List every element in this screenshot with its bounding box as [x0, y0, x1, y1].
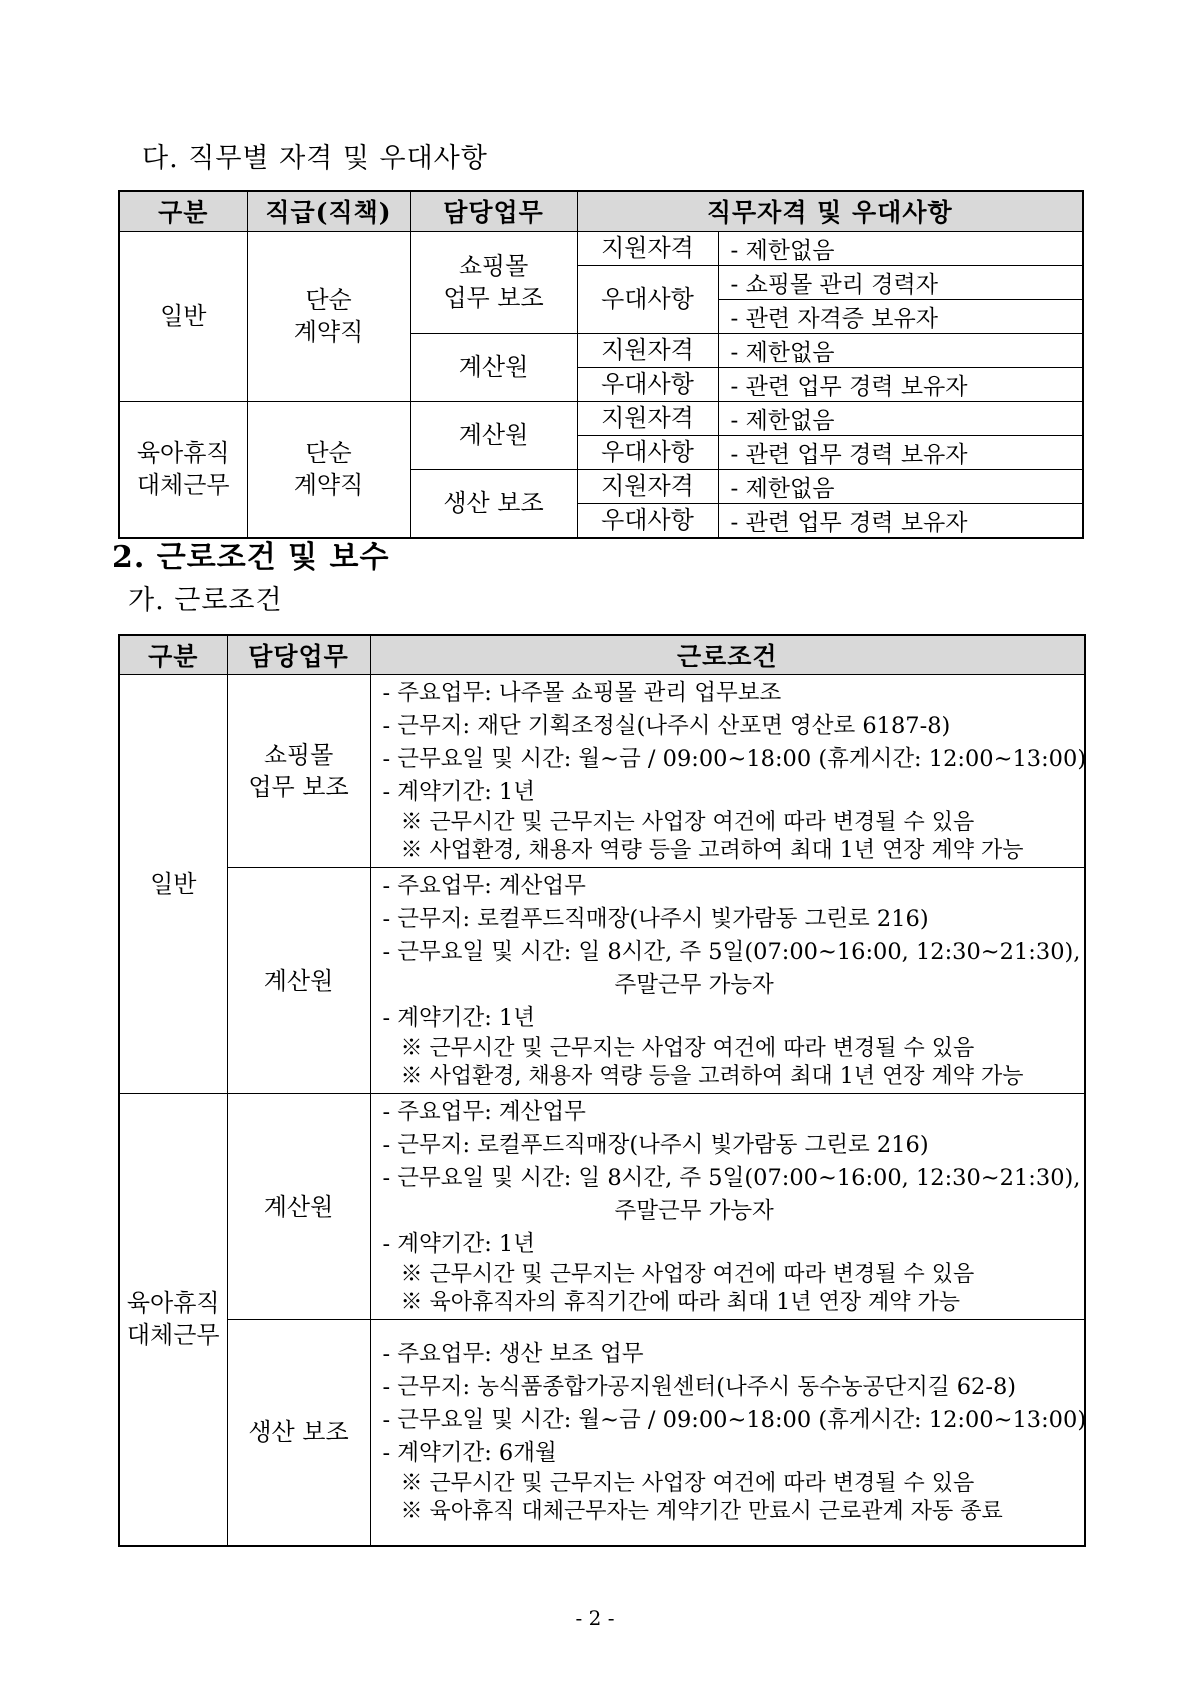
table-row: [119, 1320, 1085, 1546]
value-cell: - 제한없음: [718, 231, 1083, 265]
condition-line: - 근무지: 로컬푸드직매장(나주시 빛가람동 그린로 216): [382, 906, 929, 932]
conditions-cell: [370, 868, 1085, 1094]
duty-cell: 쇼핑몰 업무 보조: [227, 675, 370, 868]
value-cell: - 관련 업무 경력 보유자: [718, 435, 1083, 469]
condition-line: 주말근무 가능자: [614, 972, 774, 998]
qualifications-table: [118, 190, 1084, 539]
duty-cell: 계산원: [227, 1094, 370, 1320]
condition-note: ※ 육아휴직자의 휴직기간에 따라 최대 1년 연장 계약 가능: [400, 1290, 960, 1315]
section-title-working-conditions: 2. 근로조건 및 보수: [112, 540, 390, 575]
duty-cell: 계산원: [410, 333, 577, 401]
condition-note: ※ 근무시간 및 근무지는 사업장 여건에 따라 변경될 수 있음: [400, 1036, 975, 1061]
label-cell: 우대사항: [577, 503, 718, 538]
table-header-row: [119, 191, 1083, 231]
label-cell: 우대사항: [577, 435, 718, 469]
condition-line: - 계약기간: 1년: [382, 1231, 535, 1257]
condition-note: ※ 육아휴직 대체근무자는 계약기간 만료시 근로관계 자동 종료: [400, 1499, 1003, 1524]
label-cell: 우대사항: [577, 367, 718, 401]
condition-line: - 근무요일 및 시간: 일 8시간, 주 5일(07:00~16:00, 12:30~21:30),: [382, 1165, 1081, 1191]
condition-line: - 주요업무: 계산업무: [382, 873, 586, 899]
value-cell: - 제한없음: [718, 333, 1083, 367]
duty-cell: 생산 보조: [410, 469, 577, 538]
condition-line: 주말근무 가능자: [614, 1198, 774, 1224]
label-cell: 지원자격: [577, 231, 718, 265]
duty-cell: 쇼핑몰 업무 보조: [410, 231, 577, 333]
page-number: - 2 -: [575, 1606, 615, 1630]
duty-cell: 계산원: [227, 868, 370, 1094]
duty-cell: 계산원: [410, 401, 577, 469]
condition-note: ※ 근무시간 및 근무지는 사업장 여건에 따라 변경될 수 있음: [400, 1262, 975, 1287]
table-row: [119, 675, 1085, 868]
grade-cell: 단순 계약직: [247, 231, 410, 401]
condition-line: - 계약기간: 1년: [382, 1005, 535, 1031]
col-header: 구분: [119, 635, 227, 675]
working-conditions-table: [118, 634, 1086, 1547]
table-row: [119, 1094, 1085, 1320]
condition-note: ※ 근무시간 및 근무지는 사업장 여건에 따라 변경될 수 있음: [400, 810, 975, 835]
condition-line: - 근무지: 재단 기획조정실(나주시 산포면 영산로 6187-8): [382, 713, 951, 739]
category-cell: 육아휴직 대체근무: [119, 1094, 227, 1546]
section-title-qualifications: 다. 직무별 자격 및 우대사항: [142, 143, 488, 174]
section-title-conditions: 가. 근로조건: [128, 585, 283, 616]
conditions-cell: [370, 1094, 1085, 1320]
table-header-row: [119, 635, 1085, 675]
col-header: 직무자격 및 우대사항: [577, 191, 1083, 231]
value-cell: - 관련 자격증 보유자: [718, 299, 1083, 333]
category-cell: 일반: [119, 675, 227, 1094]
condition-line: - 근무요일 및 시간: 월~금 / 09:00~18:00 (휴게시간: 12:00~13:00): [382, 1407, 1087, 1433]
condition-line: - 계약기간: 6개월: [382, 1440, 557, 1466]
label-cell: 지원자격: [577, 401, 718, 435]
col-header: 근로조건: [370, 635, 1085, 675]
grade-cell: 단순 계약직: [247, 401, 410, 538]
table-row: [119, 231, 1083, 265]
condition-line: - 주요업무: 나주몰 쇼핑몰 관리 업무보조: [382, 680, 782, 706]
condition-line: - 계약기간: 1년: [382, 779, 535, 805]
category-cell: 육아휴직 대체근무: [119, 401, 247, 538]
value-cell: - 쇼핑몰 관리 경력자: [718, 265, 1083, 299]
label-cell: 우대사항: [577, 265, 718, 333]
conditions-cell: [370, 675, 1085, 868]
col-header: 담당업무: [227, 635, 370, 675]
col-header: 담당업무: [410, 191, 577, 231]
table-row: [119, 401, 1083, 435]
conditions-cell: [370, 1320, 1085, 1546]
condition-note: ※ 사업환경, 채용자 역량 등을 고려하여 최대 1년 연장 계약 가능: [400, 838, 1024, 863]
duty-cell: 생산 보조: [227, 1320, 370, 1546]
col-header: 직급(직책): [247, 191, 410, 231]
value-cell: - 관련 업무 경력 보유자: [718, 367, 1083, 401]
condition-line: - 근무요일 및 시간: 월~금 / 09:00~18:00 (휴게시간: 12:00~13:00): [382, 746, 1087, 772]
value-cell: - 제한없음: [718, 469, 1083, 503]
condition-note: ※ 사업환경, 채용자 역량 등을 고려하여 최대 1년 연장 계약 가능: [400, 1064, 1024, 1089]
table-row: [119, 868, 1085, 1094]
condition-note: ※ 근무시간 및 근무지는 사업장 여건에 따라 변경될 수 있음: [400, 1471, 975, 1496]
condition-line: - 근무지: 농식품종합가공지원센터(나주시 동수농공단지길 62-8): [382, 1374, 1017, 1400]
label-cell: 지원자격: [577, 333, 718, 367]
condition-line: - 근무요일 및 시간: 일 8시간, 주 5일(07:00~16:00, 12:30~21:30),: [382, 939, 1081, 965]
condition-line: - 근무지: 로컬푸드직매장(나주시 빛가람동 그린로 216): [382, 1132, 929, 1158]
condition-line: - 주요업무: 생산 보조 업무: [382, 1341, 644, 1367]
condition-line: - 주요업무: 계산업무: [382, 1099, 586, 1125]
col-header: 구분: [119, 191, 247, 231]
value-cell: - 제한없음: [718, 401, 1083, 435]
category-cell: 일반: [119, 231, 247, 401]
value-cell: - 관련 업무 경력 보유자: [718, 503, 1083, 538]
label-cell: 지원자격: [577, 469, 718, 503]
